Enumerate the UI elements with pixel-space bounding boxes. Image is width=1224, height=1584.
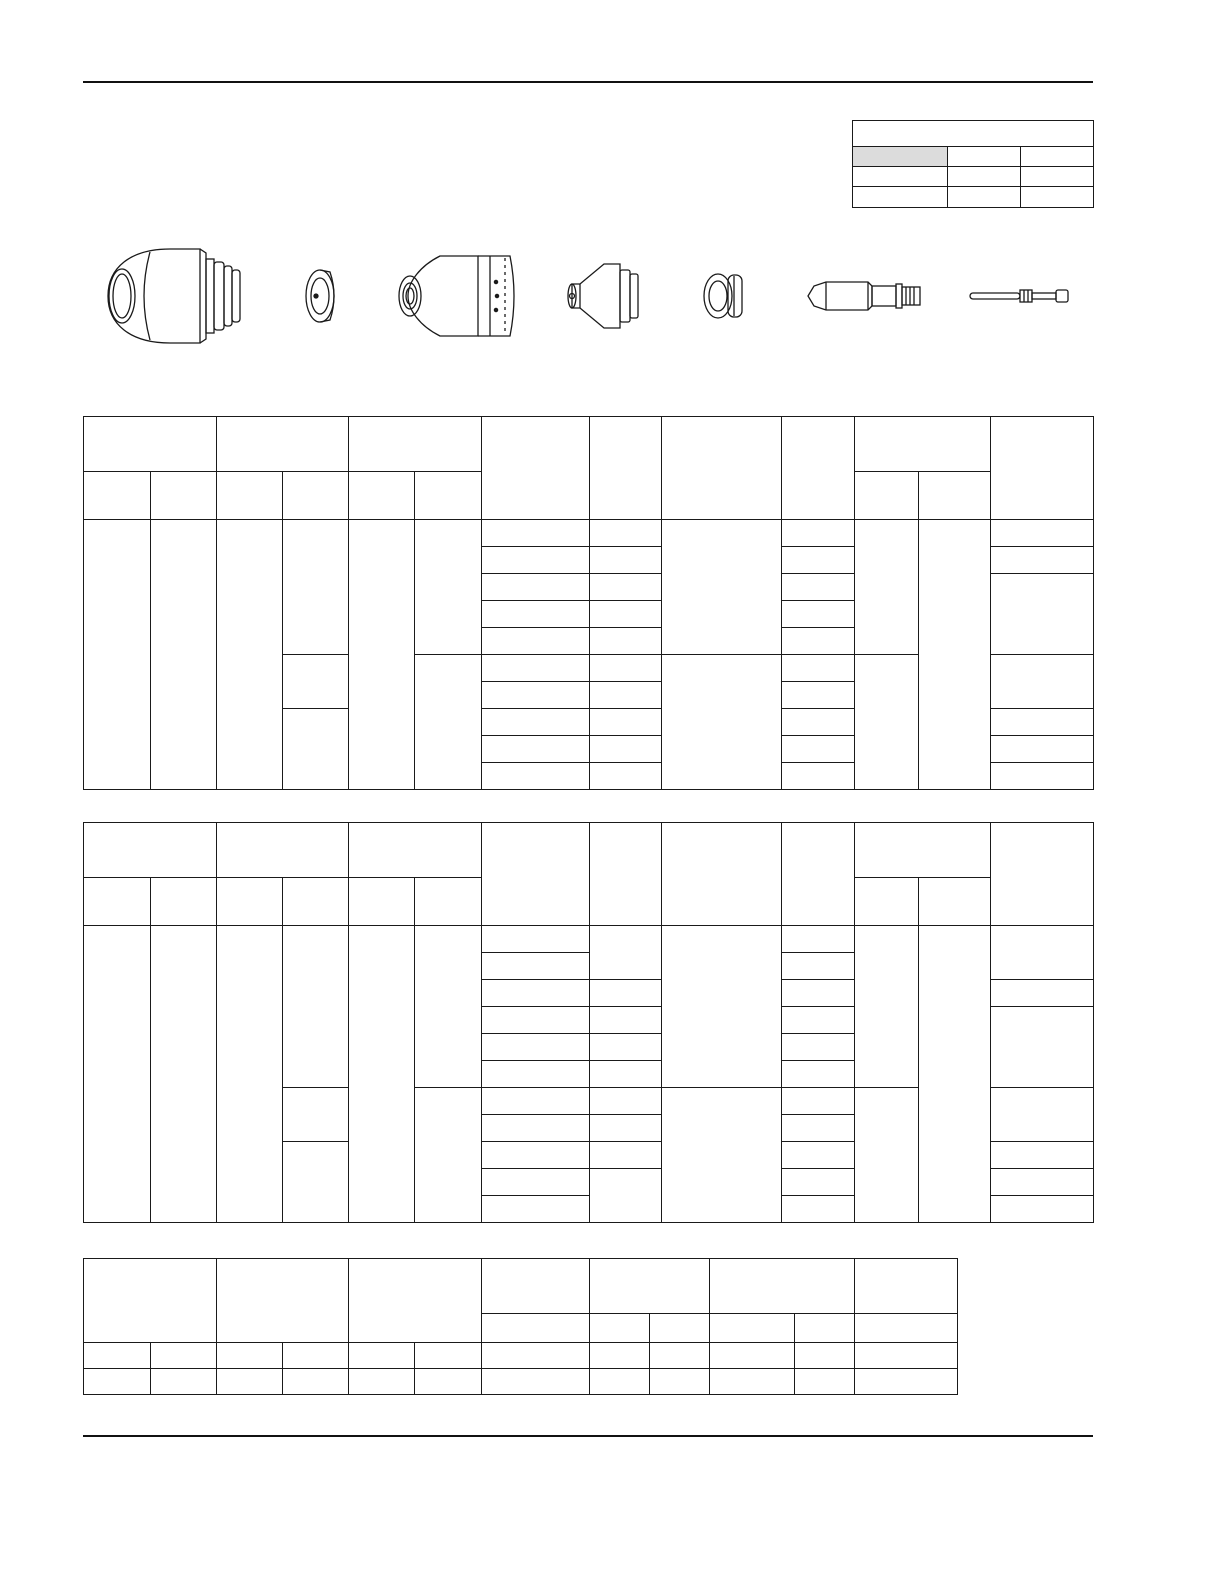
table-cell (217, 926, 283, 1223)
header-cell (349, 1259, 482, 1343)
table-cell (590, 709, 662, 736)
header-cell (710, 1314, 795, 1343)
table-cell (991, 1088, 1094, 1142)
table-cell (782, 1142, 855, 1169)
table-cell (590, 980, 662, 1007)
header-cell (349, 878, 415, 926)
table-cell (782, 926, 855, 953)
table-cell (217, 520, 283, 790)
table-cell (590, 601, 662, 628)
header-cell (84, 472, 151, 520)
header-cell (349, 472, 415, 520)
header-cell (991, 417, 1094, 520)
table-cell (782, 1088, 855, 1115)
header-cell (855, 1259, 958, 1314)
table-cell (853, 167, 948, 187)
table-cell (283, 1369, 349, 1395)
table-cell (855, 655, 919, 790)
table-cell (795, 1343, 855, 1369)
header-cell (919, 472, 991, 520)
table-cell (590, 655, 662, 682)
table-cell (482, 547, 590, 574)
table-cell (991, 980, 1094, 1007)
table-cell (482, 1034, 590, 1061)
table-cell (590, 1115, 662, 1142)
table-cell (590, 574, 662, 601)
table-cell (782, 682, 855, 709)
table-cell (482, 1088, 590, 1115)
table-cell (482, 601, 590, 628)
header-cell (590, 823, 662, 926)
header-cell (482, 417, 590, 520)
table-cell (795, 1369, 855, 1395)
header-cell (482, 1259, 590, 1314)
table-cell (782, 1169, 855, 1196)
swirl-ring-icon (704, 274, 742, 318)
table-cell (415, 520, 482, 655)
table-cell (482, 736, 590, 763)
table-cell (482, 655, 590, 682)
table-cell (482, 682, 590, 709)
table-cell (151, 520, 217, 790)
table-cell (283, 1088, 349, 1142)
table-cell (991, 1142, 1094, 1169)
table-cell (482, 1169, 590, 1196)
header-cell (590, 1314, 650, 1343)
table-cell (948, 167, 1021, 187)
table-cell (482, 1007, 590, 1034)
table-cell (84, 1369, 151, 1395)
cut-chart-table-1 (83, 416, 1094, 790)
header-cell (283, 878, 349, 926)
nozzle-icon (568, 264, 638, 328)
table-cell (991, 736, 1094, 763)
table-cell (590, 1034, 662, 1061)
table-cell (855, 1088, 919, 1223)
table-cell (151, 1343, 217, 1369)
table-cell (919, 926, 991, 1223)
table-cell (662, 520, 782, 655)
table-cell (991, 655, 1094, 709)
table-cell (1021, 187, 1094, 208)
table-cell (151, 926, 217, 1223)
table-cell (782, 1115, 855, 1142)
header-cell (662, 823, 782, 926)
table-cell (590, 628, 662, 655)
table-cell (482, 628, 590, 655)
header-cell (919, 878, 991, 926)
consumable-parts-row (0, 220, 1224, 380)
table-cell (650, 1343, 710, 1369)
table-cell (482, 980, 590, 1007)
table-cell (782, 709, 855, 736)
table-cell (991, 520, 1094, 547)
table-cell (853, 121, 1094, 147)
table-cell (283, 1343, 349, 1369)
reference-table (852, 120, 1094, 208)
table-cell (590, 1007, 662, 1034)
table-cell (482, 709, 590, 736)
table-cell (782, 980, 855, 1007)
table-cell (590, 736, 662, 763)
table-cell (782, 574, 855, 601)
header-cell (217, 472, 283, 520)
table-cell (590, 926, 662, 980)
table-cell (84, 520, 151, 790)
header-rule (83, 81, 1093, 83)
header-cell (855, 472, 919, 520)
table-cell (1021, 147, 1094, 167)
header-cell (283, 472, 349, 520)
table-cell (782, 1007, 855, 1034)
table-cell (590, 1169, 662, 1223)
table-cell (782, 953, 855, 980)
table-cell (349, 520, 415, 790)
water-tube-icon (970, 290, 1068, 302)
table-cell (482, 1369, 590, 1395)
header-cell (217, 823, 349, 878)
table-cell (855, 1369, 958, 1395)
table-cell (853, 187, 948, 208)
header-cell (662, 417, 782, 520)
header-cell (482, 1314, 590, 1343)
header-cell (782, 417, 855, 520)
header-cell (590, 1259, 710, 1314)
table-cell (710, 1369, 795, 1395)
header-cell (482, 823, 590, 926)
table-cell (919, 520, 991, 790)
table-cell (415, 926, 482, 1088)
table-cell (415, 655, 482, 790)
table-cell (991, 926, 1094, 980)
table-cell (662, 1088, 782, 1223)
table-cell (415, 1369, 482, 1395)
table-cell (650, 1369, 710, 1395)
table-cell (855, 926, 919, 1088)
table-cell (782, 547, 855, 574)
header-cell (855, 417, 991, 472)
table-cell (855, 1343, 958, 1369)
table-cell (590, 763, 662, 790)
table-cell (855, 520, 919, 655)
footer-rule (83, 1435, 1093, 1437)
table-cell (590, 1343, 650, 1369)
table-cell (482, 1196, 590, 1223)
table-cell (415, 1088, 482, 1223)
table-cell (590, 1142, 662, 1169)
table-cell (782, 655, 855, 682)
table-cell (590, 1061, 662, 1088)
table-cell (349, 1343, 415, 1369)
table-cell (662, 926, 782, 1088)
table-cell (482, 1115, 590, 1142)
table-cell (283, 1142, 349, 1223)
shield-icon (108, 249, 240, 343)
table-cell (482, 520, 590, 547)
table-cell (415, 1343, 482, 1369)
cut-chart-table-2 (83, 822, 1094, 1223)
header-cell (217, 1259, 349, 1343)
table-cell (782, 763, 855, 790)
table-cell (84, 1343, 151, 1369)
table-cell (217, 1343, 283, 1369)
electrode-icon (808, 282, 920, 310)
shield-cap-icon (306, 270, 334, 322)
table-cell (283, 655, 349, 709)
header-cell (782, 823, 855, 926)
header-cell (84, 1259, 217, 1343)
table-cell (590, 1088, 662, 1115)
header-cell (151, 878, 217, 926)
header-cell (349, 823, 482, 878)
header-cell (795, 1314, 855, 1343)
retaining-cap-icon (399, 256, 514, 336)
table-cell (948, 147, 1021, 167)
table-cell (590, 520, 662, 547)
header-cell (84, 417, 217, 472)
header-cell (84, 878, 151, 926)
header-cell (217, 417, 349, 472)
table-cell (590, 547, 662, 574)
table-cell (482, 1061, 590, 1088)
header-cell (217, 878, 283, 926)
table-cell (482, 763, 590, 790)
settings-table (83, 1258, 958, 1395)
table-cell (948, 187, 1021, 208)
table-cell (590, 682, 662, 709)
table-cell (217, 1369, 283, 1395)
header-cell (855, 1314, 958, 1343)
table-cell (991, 763, 1094, 790)
header-cell (650, 1314, 710, 1343)
header-cell (855, 823, 991, 878)
table-cell (991, 709, 1094, 736)
table-cell (991, 547, 1094, 574)
table-cell (782, 1061, 855, 1088)
table-cell (84, 926, 151, 1223)
table-cell (590, 1369, 650, 1395)
header-cell (710, 1259, 855, 1314)
table-cell (782, 628, 855, 655)
header-cell (415, 472, 482, 520)
header-cell (415, 878, 482, 926)
table-cell (782, 520, 855, 547)
header-cell (991, 823, 1094, 926)
table-cell (482, 1142, 590, 1169)
header-cell (855, 878, 919, 926)
header-cell (349, 417, 482, 472)
table-cell (853, 147, 948, 167)
table-cell (991, 1169, 1094, 1196)
table-cell (283, 709, 349, 790)
table-cell (283, 520, 349, 655)
table-cell (710, 1343, 795, 1369)
table-cell (1021, 167, 1094, 187)
table-cell (782, 601, 855, 628)
table-cell (482, 953, 590, 980)
table-cell (782, 736, 855, 763)
table-cell (349, 926, 415, 1223)
header-cell (590, 417, 662, 520)
table-cell (151, 1369, 217, 1395)
table-cell (782, 1034, 855, 1061)
table-cell (991, 1196, 1094, 1223)
table-cell (482, 574, 590, 601)
table-cell (482, 926, 590, 953)
table-cell (482, 1343, 590, 1369)
table-cell (991, 574, 1094, 655)
header-cell (151, 472, 217, 520)
table-cell (662, 655, 782, 790)
table-cell (349, 1369, 415, 1395)
table-cell (283, 926, 349, 1088)
table-cell (991, 1007, 1094, 1088)
table-cell (782, 1196, 855, 1223)
header-cell (84, 823, 217, 878)
